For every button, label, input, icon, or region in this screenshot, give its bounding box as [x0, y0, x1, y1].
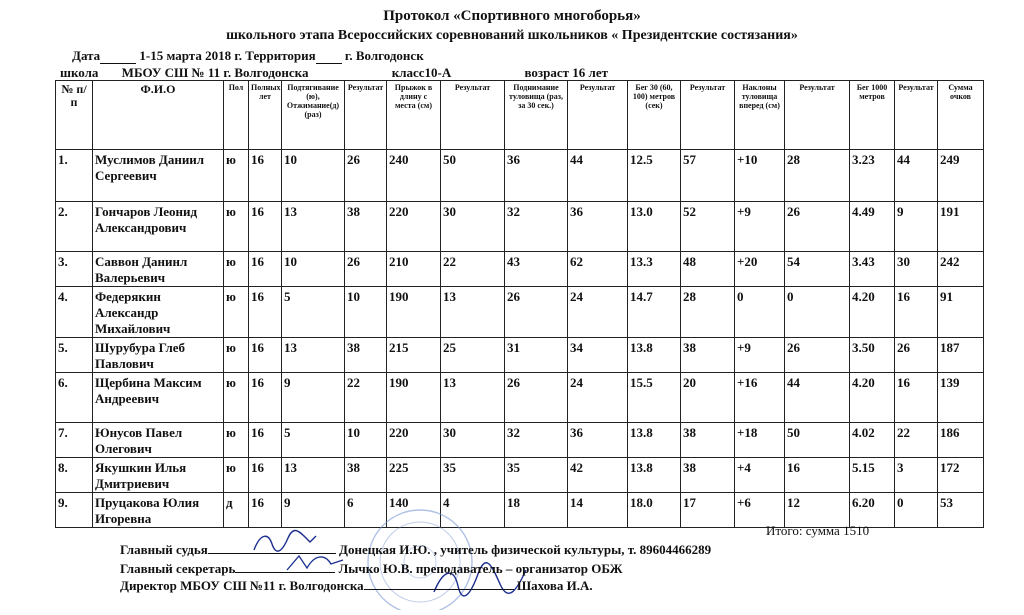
table-body — [56, 150, 984, 528]
bends-cell: +18 — [735, 423, 785, 458]
long-jump-result-cell: 30 — [441, 202, 505, 252]
gender-cell: ю — [224, 458, 249, 493]
pullups-cell: 13 — [282, 202, 345, 252]
run-30-cell: 13.8 — [628, 423, 681, 458]
header-gender: Пол — [224, 81, 249, 150]
situps-result-cell: 24 — [568, 373, 628, 423]
row-number-cell: 1. — [56, 150, 93, 202]
sum-points-cell: 91 — [938, 287, 984, 338]
run-1000-cell: 3.23 — [850, 150, 895, 202]
table-row — [56, 202, 984, 252]
director-label: Директор МБОУ СШ №11 г. Волгодонска — [120, 578, 364, 593]
situps-result-cell: 44 — [568, 150, 628, 202]
document-subtitle: школьного этапа Всероссийских соревнований школьников « Президентские состязания» — [226, 28, 798, 43]
age-cell: 16 — [249, 423, 282, 458]
age-cell: 16 — [249, 458, 282, 493]
secretary-label: Главный секретарь — [120, 561, 236, 576]
long-jump-cell: 215 — [387, 338, 441, 373]
pullups-result-cell: 38 — [345, 202, 387, 252]
header-result: Результат — [895, 81, 938, 150]
bends-result-cell: 0 — [785, 287, 850, 338]
chief-judge-line — [120, 542, 711, 558]
situps-result-cell: 42 — [568, 458, 628, 493]
pullups-cell: 13 — [282, 458, 345, 493]
run-1000-cell: 3.50 — [850, 338, 895, 373]
long-jump-cell: 140 — [387, 493, 441, 528]
table-row — [56, 423, 984, 458]
pullups-cell: 10 — [282, 150, 345, 202]
bends-result-cell: 54 — [785, 252, 850, 287]
header-result: Результат — [441, 81, 505, 150]
bends-result-cell: 28 — [785, 150, 850, 202]
judge-value: Донецкая И.Ю. , учитель физической культуры, т. 89604466289 — [339, 542, 712, 557]
table-row — [56, 252, 984, 287]
gender-cell: ю — [224, 338, 249, 373]
pullups-cell: 9 — [282, 373, 345, 423]
long-jump-result-cell: 13 — [441, 287, 505, 338]
student-name-cell: Федерякин Александр Михайлович — [93, 287, 224, 338]
header-result: Результат — [568, 81, 628, 150]
student-name-cell: Шурубура Глеб Павлович — [93, 338, 224, 373]
bends-cell: +20 — [735, 252, 785, 287]
pullups-result-cell: 38 — [345, 338, 387, 373]
run-1000-cell: 4.20 — [850, 287, 895, 338]
run-30-cell: 13.0 — [628, 202, 681, 252]
bends-result-cell: 16 — [785, 458, 850, 493]
date-value: 1-15 марта 2018 г. — [139, 48, 243, 63]
director-value: Шахова И.А. — [516, 578, 593, 593]
run-30-result-cell: 52 — [681, 202, 735, 252]
run-30-result-cell: 20 — [681, 373, 735, 423]
long-jump-result-cell: 25 — [441, 338, 505, 373]
document-title: Протокол «Спортивного многоборья» — [383, 8, 641, 24]
pullups-result-cell: 6 — [345, 493, 387, 528]
run-1000-cell: 4.02 — [850, 423, 895, 458]
run-30-cell: 13.3 — [628, 252, 681, 287]
sum-points-cell: 186 — [938, 423, 984, 458]
territory-label: Территория — [245, 48, 316, 63]
header-number: № п/п — [56, 81, 93, 150]
header-sum: Сумма очков — [938, 81, 984, 150]
gender-cell: ю — [224, 150, 249, 202]
long-jump-cell: 210 — [387, 252, 441, 287]
student-name-cell: Гончаров Леонид Александрович — [93, 202, 224, 252]
bends-cell: +4 — [735, 458, 785, 493]
pullups-result-cell: 26 — [345, 252, 387, 287]
run-1000-cell: 6.20 — [850, 493, 895, 528]
run-1000-result-cell: 16 — [895, 287, 938, 338]
header-run-1000: Бег 1000 метров — [850, 81, 895, 150]
long-jump-result-cell: 35 — [441, 458, 505, 493]
age-cell: 16 — [249, 252, 282, 287]
situps-cell: 43 — [505, 252, 568, 287]
run-30-cell: 13.8 — [628, 338, 681, 373]
pullups-result-cell: 26 — [345, 150, 387, 202]
situps-result-cell: 24 — [568, 287, 628, 338]
situps-result-cell: 34 — [568, 338, 628, 373]
bends-result-cell: 26 — [785, 338, 850, 373]
row-number-cell: 7. — [56, 423, 93, 458]
long-jump-result-cell: 4 — [441, 493, 505, 528]
pullups-cell: 9 — [282, 493, 345, 528]
header-name: Ф.И.О — [93, 81, 224, 150]
age-cell: 16 — [249, 493, 282, 528]
pullups-result-cell: 10 — [345, 287, 387, 338]
run-1000-result-cell: 9 — [895, 202, 938, 252]
run-30-result-cell: 28 — [681, 287, 735, 338]
run-30-result-cell: 38 — [681, 458, 735, 493]
header-result: Результат — [785, 81, 850, 150]
total-sum: Итого: сумма 1510 — [766, 523, 870, 538]
long-jump-cell: 220 — [387, 423, 441, 458]
long-jump-result-cell: 30 — [441, 423, 505, 458]
table-row — [56, 458, 984, 493]
long-jump-cell: 225 — [387, 458, 441, 493]
run-30-cell: 15.5 — [628, 373, 681, 423]
date-territory-line — [72, 48, 424, 64]
chief-secretary-line — [120, 561, 623, 577]
pullups-result-cell: 10 — [345, 423, 387, 458]
table-row — [56, 287, 984, 338]
situps-result-cell: 14 — [568, 493, 628, 528]
secretary-value: Лычко Ю.В. преподаватель – организатор ОБЖ — [338, 561, 623, 576]
long-jump-cell: 190 — [387, 287, 441, 338]
table-row — [56, 373, 984, 423]
row-number-cell: 3. — [56, 252, 93, 287]
run-30-cell: 12.5 — [628, 150, 681, 202]
sum-points-cell: 191 — [938, 202, 984, 252]
pullups-result-cell: 38 — [345, 458, 387, 493]
run-30-result-cell: 38 — [681, 423, 735, 458]
header-result: Результат — [345, 81, 387, 150]
pullups-result-cell: 22 — [345, 373, 387, 423]
gender-cell: ю — [224, 373, 249, 423]
sum-points-cell: 53 — [938, 493, 984, 528]
run-1000-result-cell: 26 — [895, 338, 938, 373]
situps-cell: 32 — [505, 423, 568, 458]
sum-points-cell: 172 — [938, 458, 984, 493]
row-number-cell: 6. — [56, 373, 93, 423]
long-jump-result-cell: 50 — [441, 150, 505, 202]
student-name-cell: Пруцакова Юлия Игоревна — [93, 493, 224, 528]
situps-result-cell: 36 — [568, 202, 628, 252]
sum-points-cell: 187 — [938, 338, 984, 373]
age-cell: 16 — [249, 287, 282, 338]
pullups-cell: 5 — [282, 287, 345, 338]
pullups-cell: 10 — [282, 252, 345, 287]
gender-cell: ю — [224, 287, 249, 338]
run-1000-cell: 4.49 — [850, 202, 895, 252]
situps-cell: 36 — [505, 150, 568, 202]
table-header-row — [56, 81, 984, 150]
age-cell: 16 — [249, 202, 282, 252]
situps-result-cell: 62 — [568, 252, 628, 287]
student-name-cell: Муслимов Даниил Сергеевич — [93, 150, 224, 202]
director-line — [120, 578, 593, 594]
gender-cell: ю — [224, 423, 249, 458]
header-situps: Поднимание туловища (раз, за 30 сек.) — [505, 81, 568, 150]
bends-result-cell: 44 — [785, 373, 850, 423]
gender-cell: ю — [224, 202, 249, 252]
sum-points-cell: 249 — [938, 150, 984, 202]
situps-cell: 26 — [505, 287, 568, 338]
bends-result-cell: 12 — [785, 493, 850, 528]
situps-cell: 35 — [505, 458, 568, 493]
date-label: Дата — [72, 48, 101, 63]
age-label: возраст — [524, 65, 570, 80]
run-1000-cell: 4.20 — [850, 373, 895, 423]
bends-cell: 0 — [735, 287, 785, 338]
header-result: Результат — [681, 81, 735, 150]
situps-cell: 32 — [505, 202, 568, 252]
bends-cell: +9 — [735, 338, 785, 373]
header-bends: Наклоны туловища вперед (см) — [735, 81, 785, 150]
run-30-result-cell: 57 — [681, 150, 735, 202]
situps-cell: 26 — [505, 373, 568, 423]
school-value: МБОУ СШ № 11 г. Волгодонска — [121, 65, 309, 80]
sum-points-cell: 139 — [938, 373, 984, 423]
bends-cell: +6 — [735, 493, 785, 528]
run-30-cell: 13.8 — [628, 458, 681, 493]
run-1000-result-cell: 0 — [895, 493, 938, 528]
run-1000-cell: 3.43 — [850, 252, 895, 287]
run-30-cell: 14.7 — [628, 287, 681, 338]
row-number-cell: 5. — [56, 338, 93, 373]
school-class-line — [60, 65, 738, 81]
situps-result-cell: 36 — [568, 423, 628, 458]
bends-result-cell: 26 — [785, 202, 850, 252]
class-label: класс — [391, 65, 425, 80]
age-cell: 16 — [249, 373, 282, 423]
student-name-cell: Якушкин Илья Дмитриевич — [93, 458, 224, 493]
long-jump-cell: 240 — [387, 150, 441, 202]
run-1000-result-cell: 44 — [895, 150, 938, 202]
run-30-result-cell: 38 — [681, 338, 735, 373]
run-30-result-cell: 17 — [681, 493, 735, 528]
run-30-cell: 18.0 — [628, 493, 681, 528]
bends-cell: +10 — [735, 150, 785, 202]
bends-cell: +16 — [735, 373, 785, 423]
gender-cell: д — [224, 493, 249, 528]
run-1000-result-cell: 16 — [895, 373, 938, 423]
header-age: Полных лет — [249, 81, 282, 150]
long-jump-result-cell: 13 — [441, 373, 505, 423]
bends-result-cell: 50 — [785, 423, 850, 458]
sum-points-cell: 242 — [938, 252, 984, 287]
table-row — [56, 338, 984, 373]
pullups-cell: 5 — [282, 423, 345, 458]
run-1000-result-cell: 22 — [895, 423, 938, 458]
row-number-cell: 9. — [56, 493, 93, 528]
school-label: школа — [60, 65, 99, 80]
run-1000-result-cell: 30 — [895, 252, 938, 287]
bends-cell: +9 — [735, 202, 785, 252]
territory-value: г. Волгодонск — [344, 48, 424, 63]
situps-cell: 18 — [505, 493, 568, 528]
situps-cell: 31 — [505, 338, 568, 373]
age-value: 16 лет — [572, 65, 608, 80]
table-row — [56, 150, 984, 202]
header-run-30: Бег 30 (60, 100) метров (сек) — [628, 81, 681, 150]
row-number-cell: 4. — [56, 287, 93, 338]
long-jump-cell: 190 — [387, 373, 441, 423]
run-1000-result-cell: 3 — [895, 458, 938, 493]
run-1000-cell: 5.15 — [850, 458, 895, 493]
header-long-jump: Прыжок в длину с места (см) — [387, 81, 441, 150]
age-cell: 16 — [249, 338, 282, 373]
row-number-cell: 2. — [56, 202, 93, 252]
header-pullups: Подтягивание (ю), Отжимание(д) (раз) — [282, 81, 345, 150]
results-table — [55, 80, 984, 528]
run-30-result-cell: 48 — [681, 252, 735, 287]
row-number-cell: 8. — [56, 458, 93, 493]
student-name-cell: Саввон Данинл Валерьевич — [93, 252, 224, 287]
student-name-cell: Щербина Максим Андреевич — [93, 373, 224, 423]
long-jump-cell: 220 — [387, 202, 441, 252]
long-jump-result-cell: 22 — [441, 252, 505, 287]
gender-cell: ю — [224, 252, 249, 287]
age-cell: 16 — [249, 150, 282, 202]
student-name-cell: Юнусов Павел Олегович — [93, 423, 224, 458]
judge-label: Главный судья — [120, 542, 208, 557]
class-value: 10-А — [424, 65, 452, 80]
pullups-cell: 13 — [282, 338, 345, 373]
